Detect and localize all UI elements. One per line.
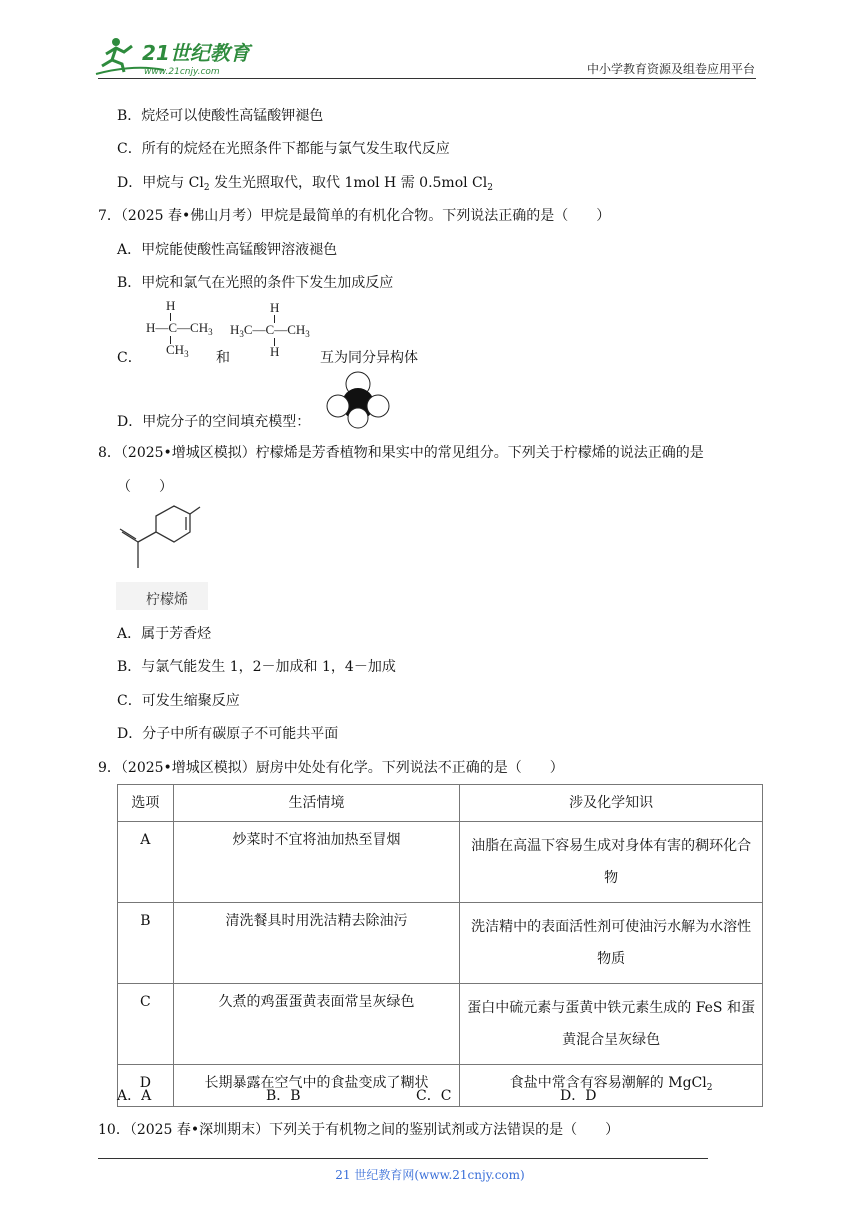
- q8-option-d: D．分子中所有碳原子不可能共平面: [117, 726, 339, 742]
- table-row: [118, 984, 763, 1065]
- q9-option-b: B．B: [266, 1088, 301, 1104]
- table-row: [118, 822, 763, 903]
- footer-divider: [98, 1158, 708, 1159]
- q10-stem: 10．（2025 春•深圳期末）下列关于有机物之间的鉴别试剂或方法错误的是（ ）: [98, 1122, 620, 1138]
- table-header-row: [118, 785, 763, 822]
- butane-structure-2: H $H_3C—C—CH_3$ H: [230, 300, 310, 359]
- table-cell: 长期暴露在空气中的食盐变成了糊状: [173, 1065, 460, 1107]
- table-cell: B: [118, 903, 174, 984]
- table-row: [118, 903, 763, 984]
- q7-stem: 7．（2025 春•佛山月考）甲烷是最简单的有机化合物。下列说法正确的是（ ）: [98, 208, 611, 224]
- q6-option-b: B．烷烃可以使酸性高锰酸钾褪色: [117, 108, 324, 124]
- table-cell: 炒菜时不宜将油加热至冒烟: [173, 822, 460, 903]
- q8-option-c: C．可发生缩聚反应: [117, 693, 240, 709]
- header-divider: [98, 78, 756, 79]
- q7-option-a: A．甲烷能使酸性高锰酸钾溶液褪色: [117, 242, 338, 258]
- q9-stem: 9．（2025•增城区模拟）厨房中处处有化学。下列说法不正确的是（ ）: [98, 760, 564, 776]
- q9-option-a: A．A: [117, 1088, 152, 1104]
- butane-structure-1: H $H—C—CH_3$ $CH_3$: [146, 298, 213, 359]
- q6-option-c: C．所有的烷烃在光照条件下都能与氯气发生取代反应: [117, 141, 450, 157]
- limonene-structure-icon: [112, 504, 204, 574]
- table-cell: 食盐中常含有容易潮解的 MgCl$_2$: [460, 1065, 763, 1107]
- q9-table: [117, 784, 763, 1107]
- table-cell: C: [118, 984, 174, 1065]
- site-logo[interactable]: [94, 34, 264, 78]
- q6-option-d: D．甲烷与 $Cl_2$ 发生光照取代，取代 1mol H 需 0.5mol $Cl_2$: [117, 175, 493, 193]
- methane-space-filling-model-icon: [326, 370, 390, 430]
- table-header: 涉及化学知识: [460, 785, 763, 822]
- svg-text:www.21cnjy.com: www.21cnjy.com: [144, 67, 220, 77]
- q7-option-d: D．甲烷分子的空间填充模型：: [117, 414, 311, 430]
- limonene-caption: 柠檬烯: [146, 592, 188, 608]
- table-cell: 油脂在高温下容易生成对身体有害的稠环化合物: [460, 822, 763, 903]
- q7-option-b: B．甲烷和氯气在光照的条件下发生加成反应: [117, 275, 394, 291]
- q7-option-c-and: 和: [216, 350, 230, 366]
- q9-option-c: C．C: [416, 1088, 452, 1104]
- table-cell: 洗洁精中的表面活性剂可使油污水解为水溶性物质: [460, 903, 763, 984]
- table-cell: 清洗餐具时用洗洁精去除油污: [173, 903, 460, 984]
- table-header: 选项: [118, 785, 174, 822]
- q8-answer-paren: （ ）: [117, 479, 173, 495]
- table-cell: 蛋白中硫元素与蛋黄中铁元素生成的 FeS 和蛋黄混合呈灰绿色: [460, 984, 763, 1065]
- q7-option-c-tail: 互为同分异构体: [320, 350, 418, 366]
- table-cell: D: [118, 1065, 174, 1107]
- q8-stem: 8．（2025•增城区模拟）柠檬烯是芳香植物和果实中的常见组分。下列关于柠檬烯的说法正确的是: [98, 445, 704, 461]
- platform-tagline: 中小学教育资源及组卷应用平台: [586, 62, 755, 76]
- runner-logo-icon: [94, 34, 264, 78]
- table-cell: 久煮的鸡蛋蛋黄表面常呈灰绿色: [173, 984, 460, 1065]
- table-header: 生活情境: [173, 785, 460, 822]
- svg-text:21世纪教育: 21世纪教育: [142, 41, 250, 65]
- q7-option-c-label: C．: [117, 350, 142, 366]
- footer-link[interactable]: 21 世纪教育网(www.21cnjy.com): [335, 1168, 525, 1182]
- q8-option-b: B．与氯气能发生 1，2－加成和 1，4－加成: [117, 659, 396, 675]
- q9-option-d: D．D: [560, 1088, 597, 1104]
- q8-option-a: A．属于芳香烃: [117, 626, 212, 642]
- table-cell: A: [118, 822, 174, 903]
